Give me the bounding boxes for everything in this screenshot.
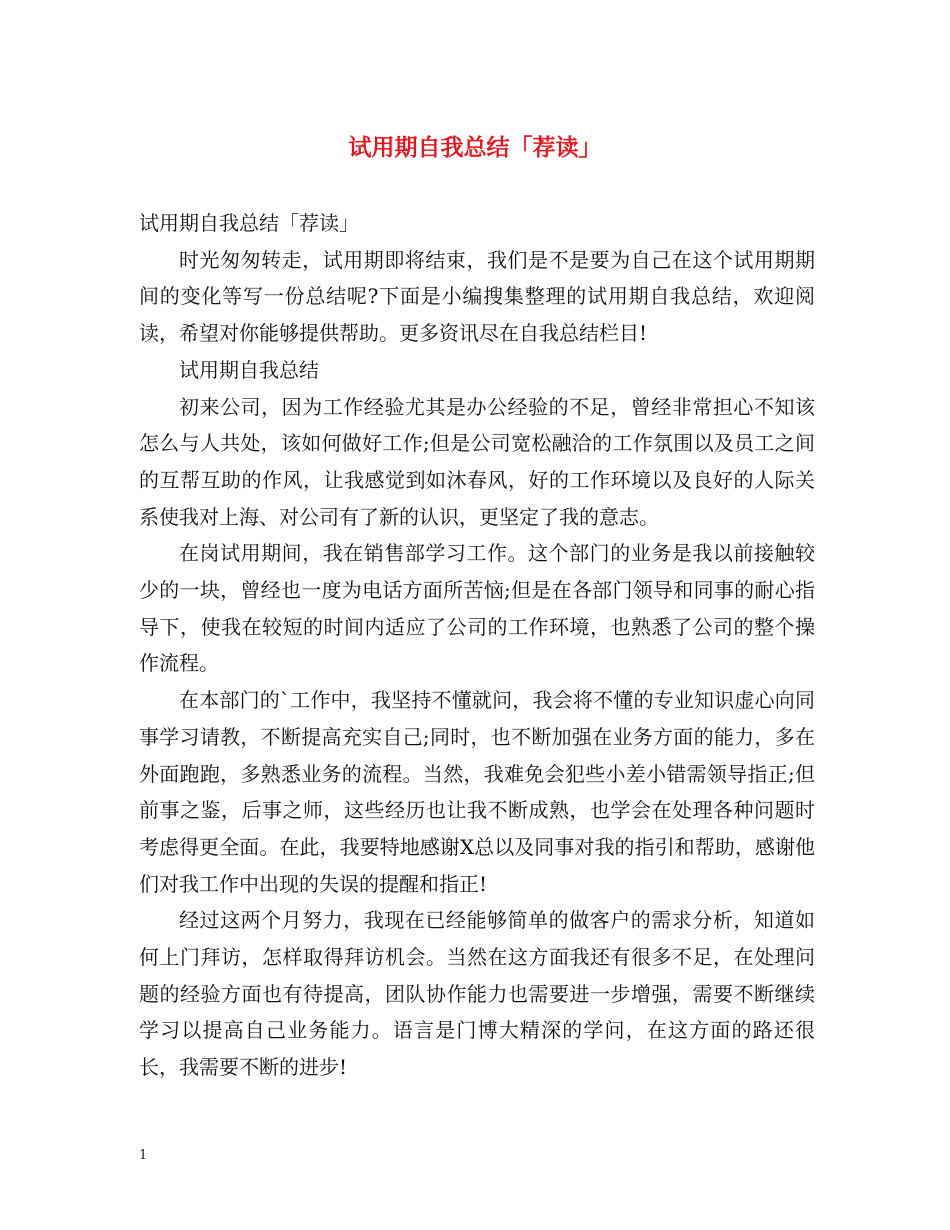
paragraph-heading: 试用期自我总结「荐读」 — [139, 211, 359, 235]
document-title: 试用期自我总结「荐读」 — [348, 134, 602, 161]
page-number: 1 — [139, 1148, 148, 1163]
document-body — [139, 205, 815, 1086]
paragraph-intro: 时光匆匆转走，试用期即将结束，我们是不是要为自己在这个试用期期间的变化等写一份总结呢?下面是小编搜集整理的试用期自我总结，欢迎阅读，希望对你能够提供帮助。更多资讯尽在自我总结栏目! — [139, 247, 815, 346]
paragraph-subheading: 试用期自我总结 — [179, 357, 319, 382]
paragraph-2: 在岗试用期间，我在销售部学习工作。这个部门的业务是我以前接触较少的一块，曾经也一度为电话方面所苦恼;但是在各部门领导和同事的耐心指导下，使我在较短的时间内适应了公司的工作环境，也熟悉了公司的整个操作流程。 — [139, 541, 815, 676]
paragraph-3: 在本部门的`工作中，我坚持不懂就问，我会将不懂的专业知识虚心向同事学习请教，不断提高充实自己;同时，也不断加强在业务方面的能力，多在外面跑跑，多熟悉业务的流程。当然，我难免会犯些小差小错需领导指正;但前事之鉴，后事之师，这些经历也让我不断成熟，也学会在处理各种问题时考虑得更全面。在此，我要特地感谢X总以及同事对我的指引和帮助，感谢他们对我工作中出现的失误的提醒和指正! — [139, 688, 815, 896]
paragraph-4: 经过这两个月努力，我现在已经能够简单的做客户的需求分析，知道如何上门拜访，怎样取得拜访机会。当然在这方面我还有很多不足，在处理问题的经验方面也有待提高，团队协作能力也需要进一步增强，需要不断继续学习以提高自己业务能力。语言是门博大精深的学问，在这方面的路还很长，我需要不断的进步! — [139, 908, 815, 1080]
paragraph-1: 初来公司，因为工作经验尤其是办公经验的不足，曾经非常担心不知该怎么与人共处，该如何做好工作;但是公司宽松融洽的工作氛围以及员工之间的互帮互助的作风，让我感觉到如沐春风，好的工作环境以及良好的人际关系使我对上海、对公司有了新的认识，更坚定了我的意志。 — [139, 394, 815, 529]
